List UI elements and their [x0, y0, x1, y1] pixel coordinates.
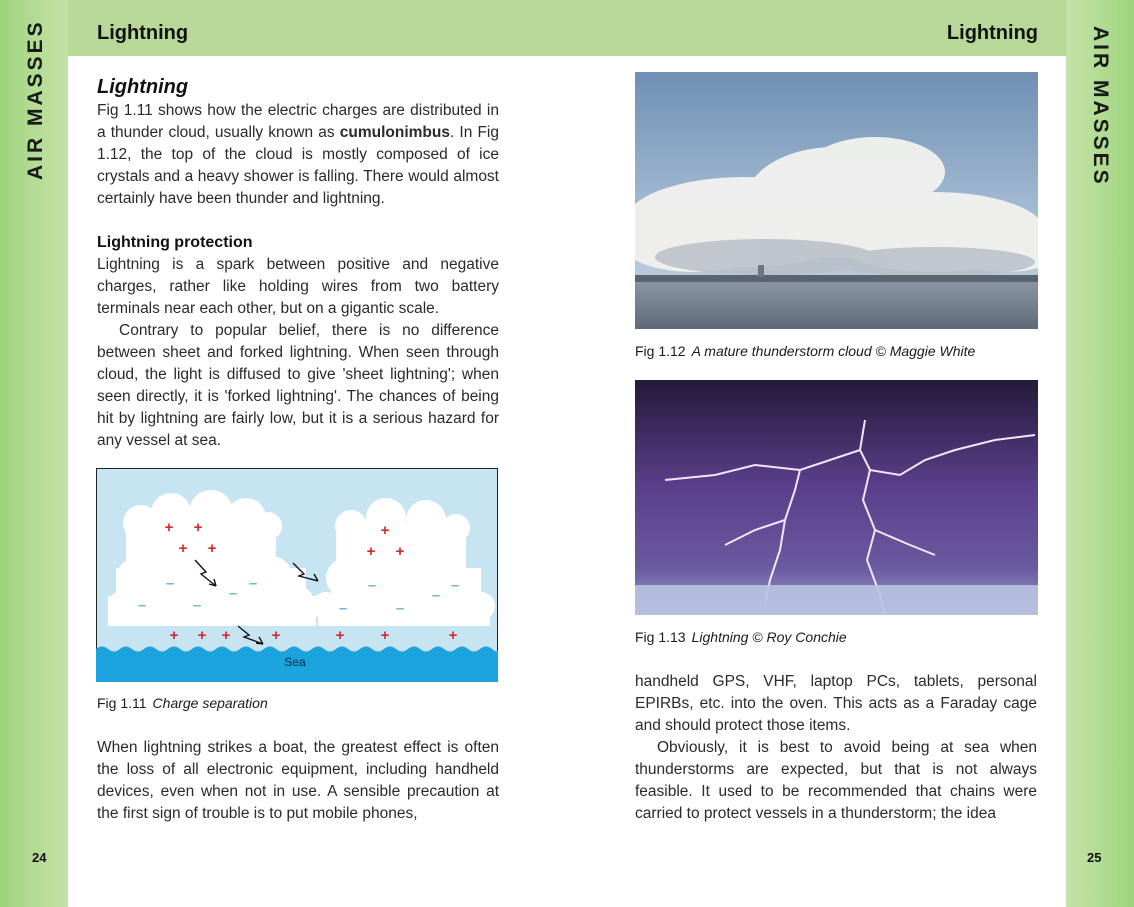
figure-caption-1-11	[97, 695, 268, 711]
thunderstorm-cloud-photo	[635, 72, 1038, 329]
left-column-text	[97, 74, 499, 452]
intro-term-bold: cumulonimbus	[339, 124, 450, 141]
section-heading: Lightning	[97, 76, 189, 98]
plus-charge: +	[335, 627, 345, 644]
plus-charge: +	[164, 519, 174, 536]
minus-charge: –	[192, 597, 202, 614]
section-tab-right: AIR MASSES	[1089, 26, 1112, 187]
minus-charge: –	[248, 575, 258, 592]
minus-charge: –	[228, 585, 238, 602]
caption-text: A mature thunderstorm cloud © Maggie White	[691, 343, 976, 359]
caption-text: Lightning © Roy Conchie	[691, 629, 847, 645]
charge-separation-diagram	[96, 468, 498, 682]
intro-text-start: Fig 1.11 shows how the electric charges are distributed in a thunder cloud, usually known as	[97, 102, 499, 141]
figure-label: Fig 1.12	[635, 343, 686, 359]
minus-charge: –	[137, 597, 147, 614]
intro-text-end: . In Fig 1.12, the top of the cloud is mostly composed of ice crystals and a heavy shower is falling. There would almost certainly have been thunder and lightning.	[97, 124, 499, 207]
sea-label: Sea	[284, 655, 306, 669]
minus-charge: –	[338, 600, 348, 617]
intro-paragraph	[97, 100, 499, 210]
minus-charge: –	[450, 577, 460, 594]
plus-charge: +	[197, 627, 207, 644]
subheading-protection: Lightning protection	[97, 234, 253, 251]
figure-label: Fig 1.11	[97, 695, 147, 711]
plus-charge: +	[193, 519, 203, 536]
minus-charge: –	[165, 575, 175, 592]
running-head-left: Lightning	[97, 22, 189, 44]
plus-charge: +	[395, 543, 405, 560]
avoid-sea-paragraph: Obviously, it is best to avoid being at sea when thunderstorms are expected, but that is not always feasible. It used to be recommended that chains were carried to protect vessels in a thunderstorm; the idea	[635, 739, 1037, 822]
protection-paragraph-2: Contrary to popular belief, there is no difference between sheet and forked lightning. When seen through cloud, the light is diffused to give 'sheet lightning'; when seen directly, it is 'forked lightning'. The chances of being hit by lightning are fairly low, but it is a serious hazard for any vessel at sea.	[97, 322, 499, 449]
plus-charge: +	[169, 627, 179, 644]
caption-text: Charge separation	[152, 695, 268, 711]
plus-charge: +	[448, 627, 458, 644]
page-number-right: 25	[1087, 850, 1102, 865]
left-column-bottom-text	[97, 737, 499, 825]
plus-charge: +	[271, 627, 281, 644]
plus-charge: +	[207, 540, 217, 557]
boat-strike-paragraph: When lightning strikes a boat, the greatest effect is often the loss of all electronic equipment, including handheld devices, even when not in use. A sensible precaution at the first sign of trouble is to put mobile phones,	[97, 739, 499, 822]
page-number-left: 24	[32, 850, 47, 865]
lightning-photo	[635, 380, 1038, 615]
minus-charge: –	[431, 587, 441, 604]
minus-charge: –	[395, 600, 405, 617]
plus-charge: +	[366, 543, 376, 560]
faraday-paragraph: handheld GPS, VHF, laptop PCs, tablets, personal EPIRBs, etc. into the oven. This acts as a Faraday cage and should protect those items.	[635, 673, 1037, 734]
plus-charge: +	[380, 627, 390, 644]
figure-label: Fig 1.13	[635, 629, 686, 645]
plus-charge: +	[380, 522, 390, 539]
right-column-text	[635, 671, 1037, 825]
plus-charge: +	[178, 540, 188, 557]
running-head-right: Lightning	[946, 22, 1038, 44]
figure-caption-1-13	[635, 629, 847, 645]
minus-charge: –	[367, 577, 377, 594]
plus-charge: +	[221, 627, 231, 644]
figure-caption-1-12	[635, 343, 975, 359]
section-tab-left: AIR MASSES	[24, 19, 47, 180]
protection-paragraph-1: Lightning is a spark between positive and negative charges, rather like holding wires from two battery terminals near each other, but on a gigantic scale.	[97, 256, 499, 317]
